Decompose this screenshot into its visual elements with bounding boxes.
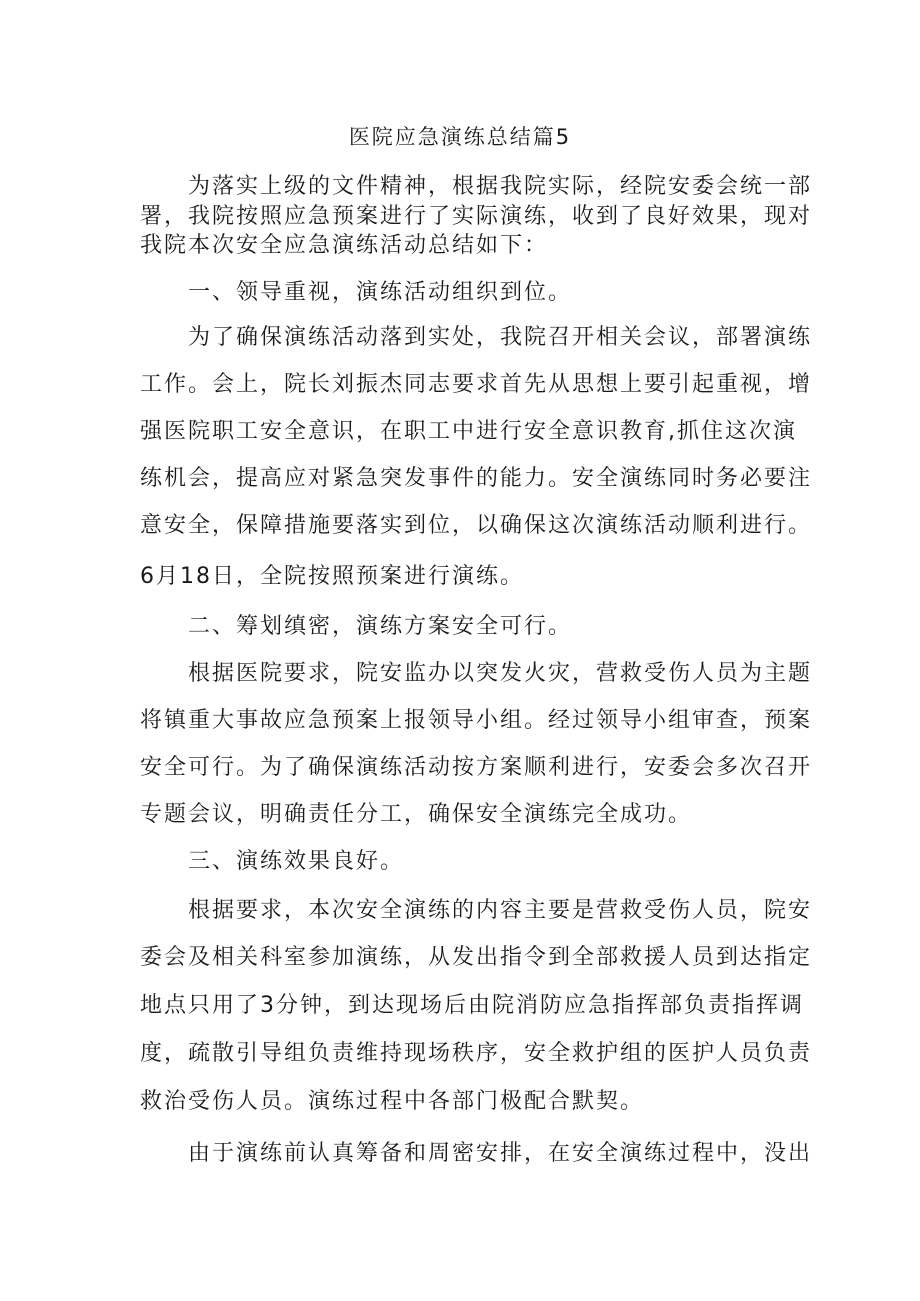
- paragraph-line: 专题会议，明确责任分工，确保安全演练完全成功。: [140, 802, 693, 827]
- paragraph-line: 为落实上级的文件精神，根据我院实际，经院安委会统一部: [188, 174, 813, 199]
- paragraph-line: 度，疏散引导组负责维持现场秩序，安全救护组的医护人员负责: [140, 1041, 813, 1066]
- paragraph-line: 意安全，保障措施要落实到位，以确保这次演练活动顺利进行。: [140, 513, 813, 538]
- section-heading: 三、演练效果良好。: [188, 849, 405, 874]
- paragraph-line: 工作。会上，院长刘振杰同志要求首先从思想上要引起重视，增: [140, 372, 813, 397]
- paragraph-line: 安全可行。为了确保演练活动按方案顺利进行，安委会多次召开: [140, 755, 813, 780]
- section-heading: 一、领导重视，演练活动组织到位。: [188, 280, 573, 305]
- paragraph-line: 强医院职工安全意识，在职工中进行安全意识教育,抓住这次演: [140, 419, 797, 444]
- paragraph-line: 我院本次安全应急演练活动总结如下：: [140, 233, 549, 258]
- paragraph-line: 由于演练前认真筹备和周密安排，在安全演练过程中，没出: [188, 1141, 813, 1166]
- paragraph-line: 为了确保演练活动落到实处，我院召开相关会议，部署演练: [188, 325, 813, 350]
- document-title: 医院应急演练总结篇5: [348, 125, 572, 149]
- paragraph-line: 练机会，提高应对紧急突发事件的能力。安全演练同时务必要注: [140, 466, 813, 491]
- paragraph-line: 6月18日，全院按照预案进行演练。: [140, 564, 524, 589]
- paragraph-line: 地点只用了3分钟，到达现场后由院消防应急指挥部负责指挥调: [140, 993, 804, 1018]
- paragraph-line: 委会及相关科室参加演练，从发出指令到全部救援人员到达指定: [140, 945, 813, 970]
- paragraph-line: 根据要求，本次安全演练的内容主要是营救受伤人员，院安: [188, 898, 813, 923]
- paragraph-line: 救治受伤人员。演练过程中各部门极配合默契。: [140, 1089, 645, 1114]
- paragraph-line: 将镇重大事故应急预案上报领导小组。经过领导小组审查，预案: [140, 708, 813, 733]
- section-heading: 二、筹划缜密，演练方案安全可行。: [188, 614, 573, 639]
- paragraph-line: 署，我院按照应急预案进行了实际演练，收到了良好效果，现对: [140, 204, 813, 229]
- paragraph-line: 根据医院要求，院安监办以突发火灾，营救受伤人员为主题: [188, 661, 813, 686]
